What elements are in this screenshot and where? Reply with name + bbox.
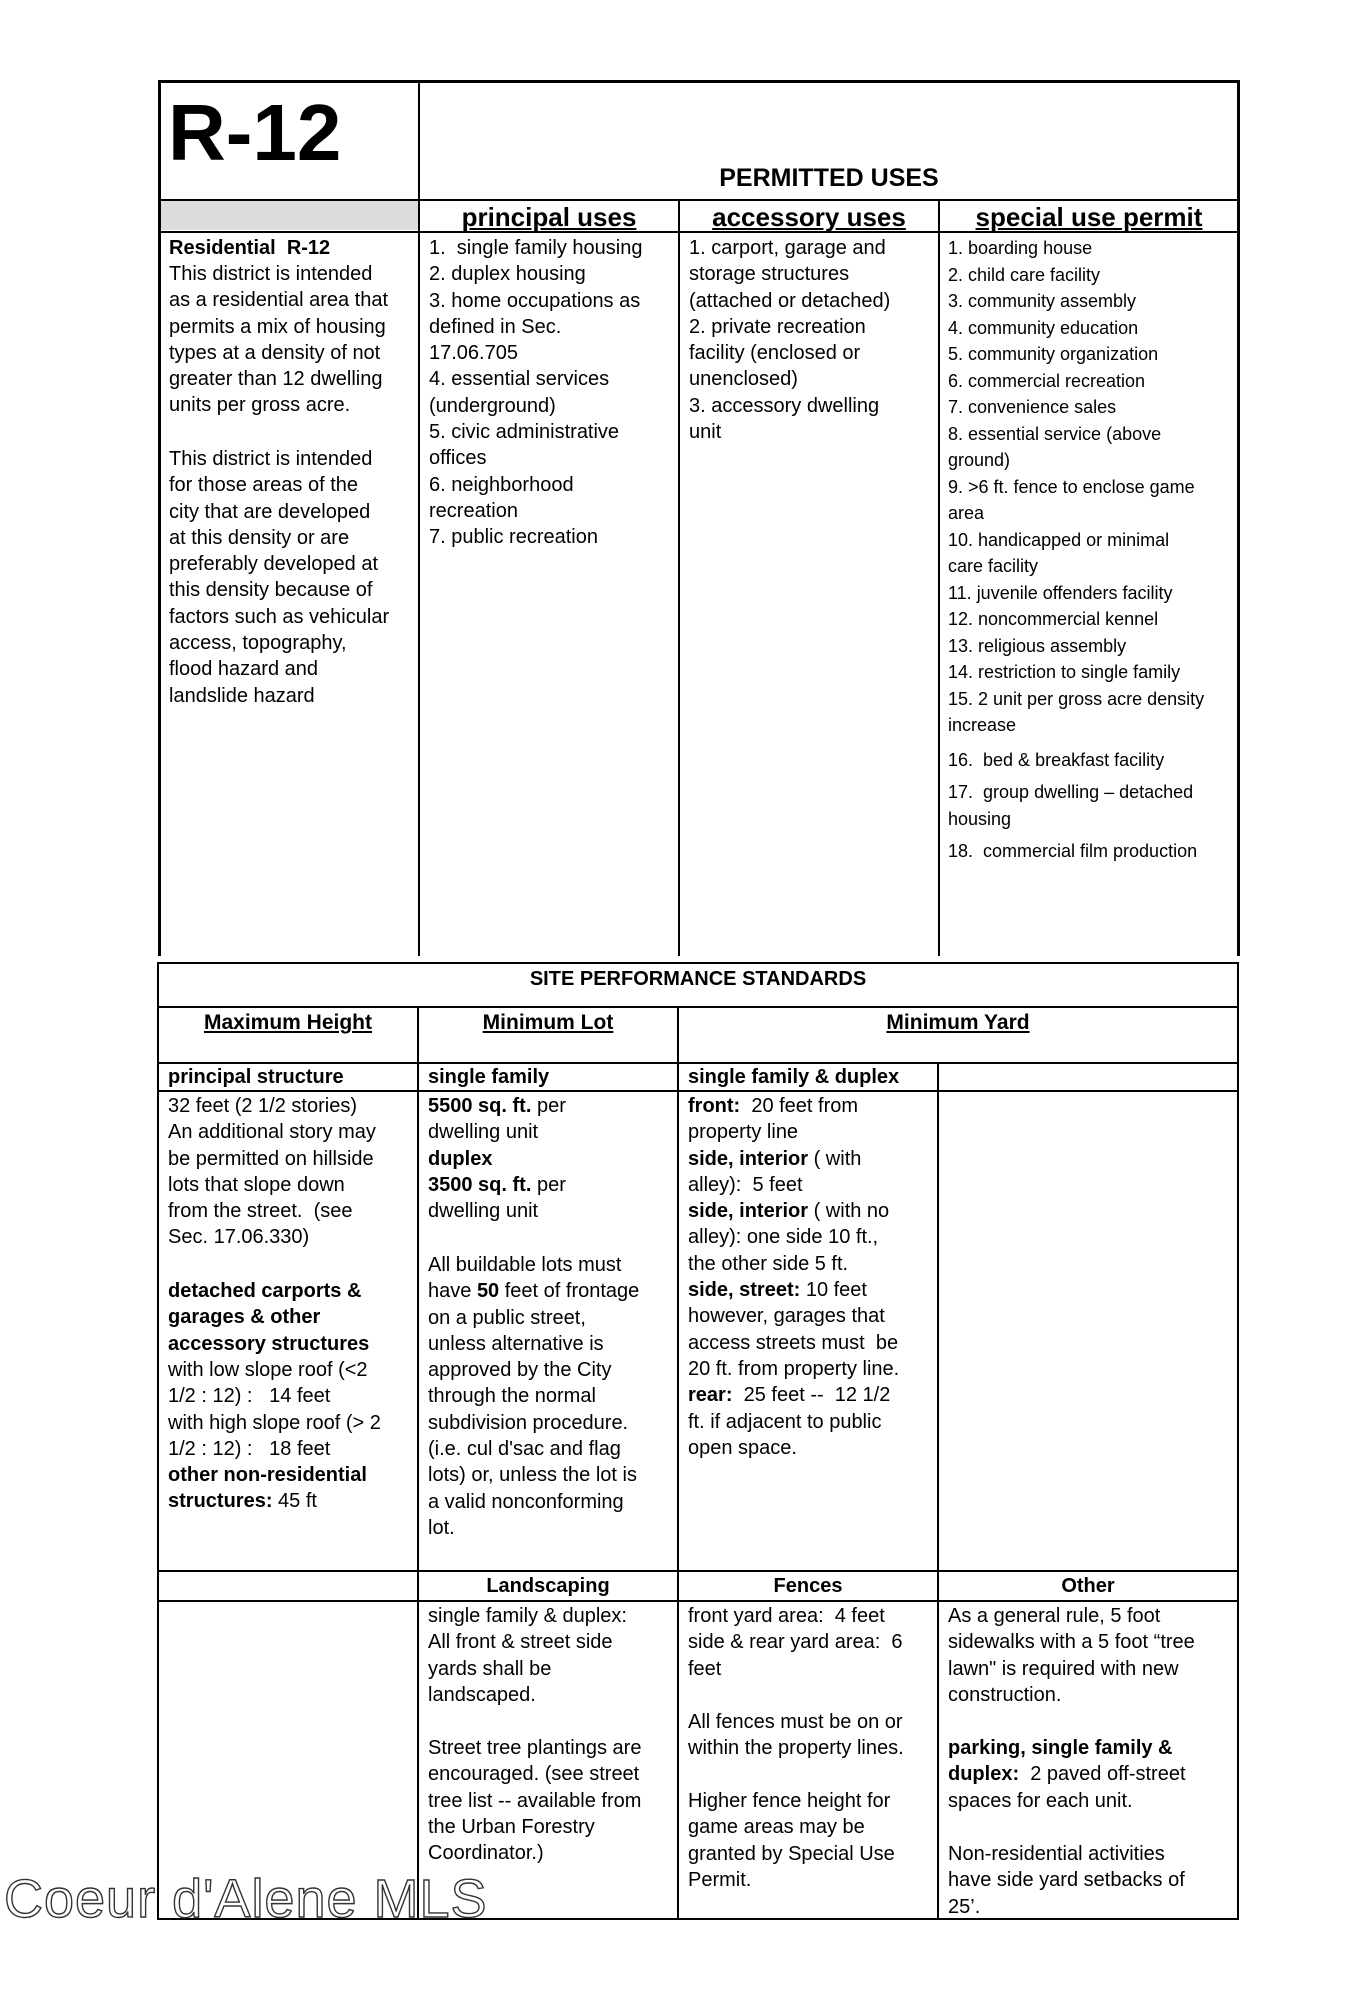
yard-front-value: 20 feet from property line (688, 1095, 859, 1144)
mls-watermark: Coeur d'Alene MLS (4, 1869, 488, 1929)
table-border (417, 1006, 419, 1920)
description-title: Residential R-12 (169, 237, 331, 259)
fences-text-2: All fences must be on or within the property lines. (688, 1711, 904, 1760)
yard-side-interior-label: side, interior (688, 1147, 809, 1170)
col-principal-uses: principal uses (461, 202, 637, 232)
lot-subheader: single family (428, 1066, 550, 1088)
height-accessory-text: with low slope roof (<2 1/2 : 12) : 14 feet with high slope roof (> 2 1/2 : 12) : 18 feet (168, 1359, 381, 1460)
height-other-text (168, 1462, 367, 1515)
yard-setbacks-text (688, 1093, 899, 1461)
principal-uses-list: 1. single family housing 2. duplex housing 3. home occupations as defined in Sec. 17.06.705 4. essential services (underground) 5. civic administrative offices 6. neighborhood recreation 7. public recreation (429, 237, 643, 549)
description-para1: This district is intended as a residential area that permits a mix of housing types at a density of not greater than 12 dwelling units per gross acre. (169, 263, 389, 417)
lot-duplex-unit: per dwelling unit (428, 1174, 566, 1223)
table-border (158, 80, 1240, 83)
height-subheader: principal structure (168, 1066, 344, 1088)
other-parking-value: 2 paved off-street spaces for each unit. (948, 1763, 1186, 1812)
table-border (157, 962, 1239, 964)
yard-subheader: single family & duplex (688, 1066, 900, 1088)
fences-text-1: front yard area: 4 feet side & rear yard area: 6 feet (688, 1605, 903, 1680)
height-principal-text: 32 feet (2 1/2 stories) An additional story may be permitted on hillside lots that slope down from the street. (see Sec. 17.06.330) (168, 1095, 376, 1249)
permitted-uses-title: PERMITTED USES (719, 164, 939, 192)
yard-side-street-value: 10 feet however, garages that access streets must be 20 ft. from property line. (688, 1279, 900, 1380)
lot-single-family-unit: per dwelling unit (428, 1095, 566, 1144)
lot-duplex-size: 3500 sq. ft. (428, 1174, 532, 1196)
col-maximum-height: Maximum Height (203, 1011, 373, 1034)
yard-side-street-label: side, street: (688, 1279, 801, 1302)
table-border (938, 199, 940, 956)
fences-text-3: Higher fence height for game areas may be granted by Special Use Permit. (688, 1790, 895, 1891)
yard-rear-value: 25 feet -- 12 1/2 ft. if adjacent to public open space. (688, 1384, 891, 1459)
col-fences: Fences (773, 1575, 843, 1597)
height-accessory-heading: detached carports & garages & other accessory structures (168, 1280, 370, 1355)
height-other-value: 45 ft (272, 1490, 317, 1513)
yard-side-interior-noalley-label: side, interior (688, 1200, 809, 1223)
special-use-17: 17. group dwelling – detached housing (948, 782, 1194, 829)
lot-single-family-text (428, 1093, 566, 1146)
yard-side-interior-noalley-value: ( with no alley): one side 10 ft., the other side 5 ft. (688, 1200, 890, 1275)
lot-frontage-a: All buildable lots must have (428, 1254, 622, 1303)
table-border (157, 1570, 1239, 1572)
district-code: R-12 (168, 88, 342, 177)
col-special-use-permit: special use permit (975, 202, 1203, 232)
other-text-3: Non-residential activities have side yard setbacks of 25’. (948, 1843, 1185, 1918)
table-border (937, 1062, 939, 1920)
other-parking-heading: parking, single family & duplex: (948, 1737, 1173, 1786)
lot-single-family-size: 5500 sq. ft. (428, 1095, 532, 1117)
special-uses-list: 1. boarding house 2. child care facility 3. community assembly 4. community education 5. community organization 6. commercial recreation 7. convenience sales 8. essential service (above ground) 9. >6 ft. fence to enclose game area 10. handicapped or minimal care facility 11. juvenile offenders facility 12. noncommercial kennel 13. religious assembly 14. restriction to single family 15. 2 unit per gross acre density increase (948, 238, 1205, 735)
table-border (157, 1006, 1239, 1008)
description-para2: This district is intended for those areas of the city that are developed at this density or are preferably developed at this density because of factors such as vehicular access, topography, flood hazard and landslide hazard (169, 448, 390, 707)
lot-duplex-heading: duplex (428, 1148, 493, 1170)
table-border (157, 1600, 1239, 1602)
landscaping-text-2: Street tree plantings are encouraged. (see street tree list -- available from the Urban Forestry Coordinator.) (428, 1737, 642, 1865)
accessory-uses-list: 1. carport, garage and storage structures (attached or detached) 2. private recreation facility (enclosed or unenclosed) 3. accessory dwelling unit (689, 237, 891, 444)
table-border (158, 80, 161, 956)
other-parking-text (948, 1735, 1186, 1814)
shaded-header-cell (160, 200, 418, 230)
yard-front-label: front: (688, 1095, 741, 1117)
yard-side-interior-value: ( with alley): 5 feet (688, 1147, 862, 1196)
col-landscaping: Landscaping (486, 1575, 610, 1597)
lot-duplex-text (428, 1172, 566, 1225)
lot-frontage-c: feet of frontage on a public street, unless alternative is approved by the City through the normal subdivision procedure. (i.e. cul d'sac and flag lots) or, unless the lot is a valid nonconforming lot. (428, 1280, 640, 1539)
landscaping-text-1: single family & duplex: All front & street side yards shall be landscaped. (428, 1605, 627, 1706)
table-border (678, 199, 680, 956)
height-other-heading: other non-residential structures: (168, 1464, 367, 1513)
col-minimum-yard: Minimum Yard (886, 1011, 1030, 1034)
lot-frontage-feet: 50 (476, 1280, 500, 1303)
col-other: Other (1061, 1575, 1115, 1597)
col-minimum-lot: Minimum Lot (482, 1011, 614, 1034)
other-text-1: As a general rule, 5 foot sidewalks with a 5 foot “tree lawn" is required with new construction. (948, 1605, 1195, 1706)
site-standards-title: SITE PERFORMANCE STANDARDS (529, 968, 867, 990)
special-use-18: 18. commercial film production (948, 841, 1198, 861)
lot-frontage-text (428, 1252, 639, 1541)
table-border (677, 1006, 679, 1920)
special-use-16: 16. bed & breakfast facility (948, 750, 1165, 770)
table-border (157, 962, 159, 1920)
col-accessory-uses: accessory uses (712, 202, 906, 232)
yard-rear-label: rear: (688, 1384, 733, 1407)
table-border (1237, 962, 1239, 1920)
table-border (157, 1090, 1239, 1092)
